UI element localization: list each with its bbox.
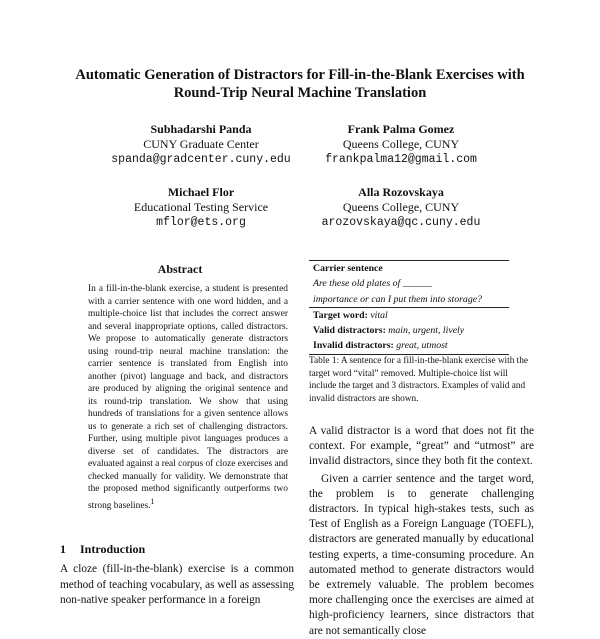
carrier-label: Carrier sentence: [313, 263, 383, 274]
author-email: frankpalma12@gmail.com: [325, 153, 477, 166]
right-paragraph-1: A valid distractor is a word that does not fit the context. For example, “great” and “utmost” are invalid distractors, since they both fit the context.: [309, 425, 534, 468]
paper-title: [40, 66, 560, 102]
target-row: [309, 308, 509, 323]
carrier-line-1: Are these old plates of ______: [313, 278, 433, 290]
section-title: Introduction: [80, 542, 146, 556]
author-block: [266, 122, 536, 167]
right-column-text: [309, 424, 534, 639]
target-value: vital: [370, 309, 388, 321]
abstract-heading: Abstract: [157, 262, 203, 276]
author-affiliation: Queens College, CUNY: [342, 137, 460, 151]
target-label: Target word:: [313, 309, 368, 321]
table-caption: [309, 355, 531, 405]
invalid-row: [309, 338, 509, 353]
valid-label: Valid distractors:: [313, 325, 386, 337]
author-name: Michael Flor: [167, 185, 235, 199]
intro-paragraph: [60, 562, 294, 609]
invalid-value: great, utmost: [396, 340, 448, 352]
author-block: [266, 185, 536, 230]
author-affiliation: Educational Testing Service: [133, 200, 269, 214]
abstract-text: In a fill-in-the-blank exercise, a student is presented with a carrier sentence with one word hidden, and a multiple-choice list that includes the correct answer and several inappropriate options, called distractors. We propose to automatically generate distractors using round-trip neural machine translation: the carrier sentence is translated from English into another (pivot) language and back, and distractors are produced by aligning the original sentence and its round-trip translation. We show that using hundreds of translations for a given sentence allows us to generate a rich set of challenging distractors. Further, using multiple pivot languages produces a diverse set of candidates. The distractors are evaluated against a real corpus of cloze exercises and checked manually for validity. We demonstrate that the proposed method significantly outperforms two strong baselines.: [88, 284, 288, 511]
carrier-line-2: importance or can I put them into storage?: [313, 293, 482, 305]
invalid-label: Invalid distractors:: [313, 340, 394, 352]
example-table: [309, 260, 509, 355]
title-line-2: Round-Trip Neural Machine Translation: [173, 85, 427, 101]
author-affiliation: CUNY Graduate Center: [143, 137, 259, 151]
author-name: Frank Palma Gomez: [347, 122, 455, 136]
intro-text: A cloze (fill-in-the-blank) exercise is a common method of teaching vocabulary, as well as assessing non-native speaker performance in a foreign: [60, 563, 294, 606]
caption-text: Table 1: A sentence for a fill-in-the-blank exercise with the target word “vital” removed. Multiple-choice list will include the target and 3 distractors. Examples of valid and invalid distractors are shown.: [309, 356, 529, 404]
section-heading: [60, 542, 159, 557]
author-affiliation: Queens College, CUNY: [342, 200, 460, 214]
author-email: spanda@gradcenter.cuny.edu: [111, 153, 291, 166]
footnote-mark: 1: [150, 496, 155, 506]
author-email: arozovskaya@qc.cuny.edu: [321, 216, 481, 229]
right-paragraph-2: Given a carrier sentence and the target word, the problem is to generate challenging distractors. In typical high-stakes tests, such as Test of English as a Foreign Language (TOEFL), distractors are generated manually by educational testing experts, a time-consuming procedure. An automated method to generate distractors would be extremely valuable. The problem becomes more challenging once the exercises are aimed at high-proficiency learners, since distractors that are not semantically close: [309, 472, 534, 637]
valid-value: main, urgent, lively: [388, 325, 465, 337]
author-name: Subhadarshi Panda: [150, 122, 252, 136]
title-line-1: Automatic Generation of Distractors for Fill-in-the-Blank Exercises with: [75, 67, 525, 83]
author-name: Alla Rozovskaya: [358, 185, 444, 199]
section-number: 1: [60, 542, 66, 556]
valid-row: [309, 323, 509, 338]
author-email: mflor@ets.org: [156, 216, 246, 229]
abstract-body: [88, 283, 288, 512]
